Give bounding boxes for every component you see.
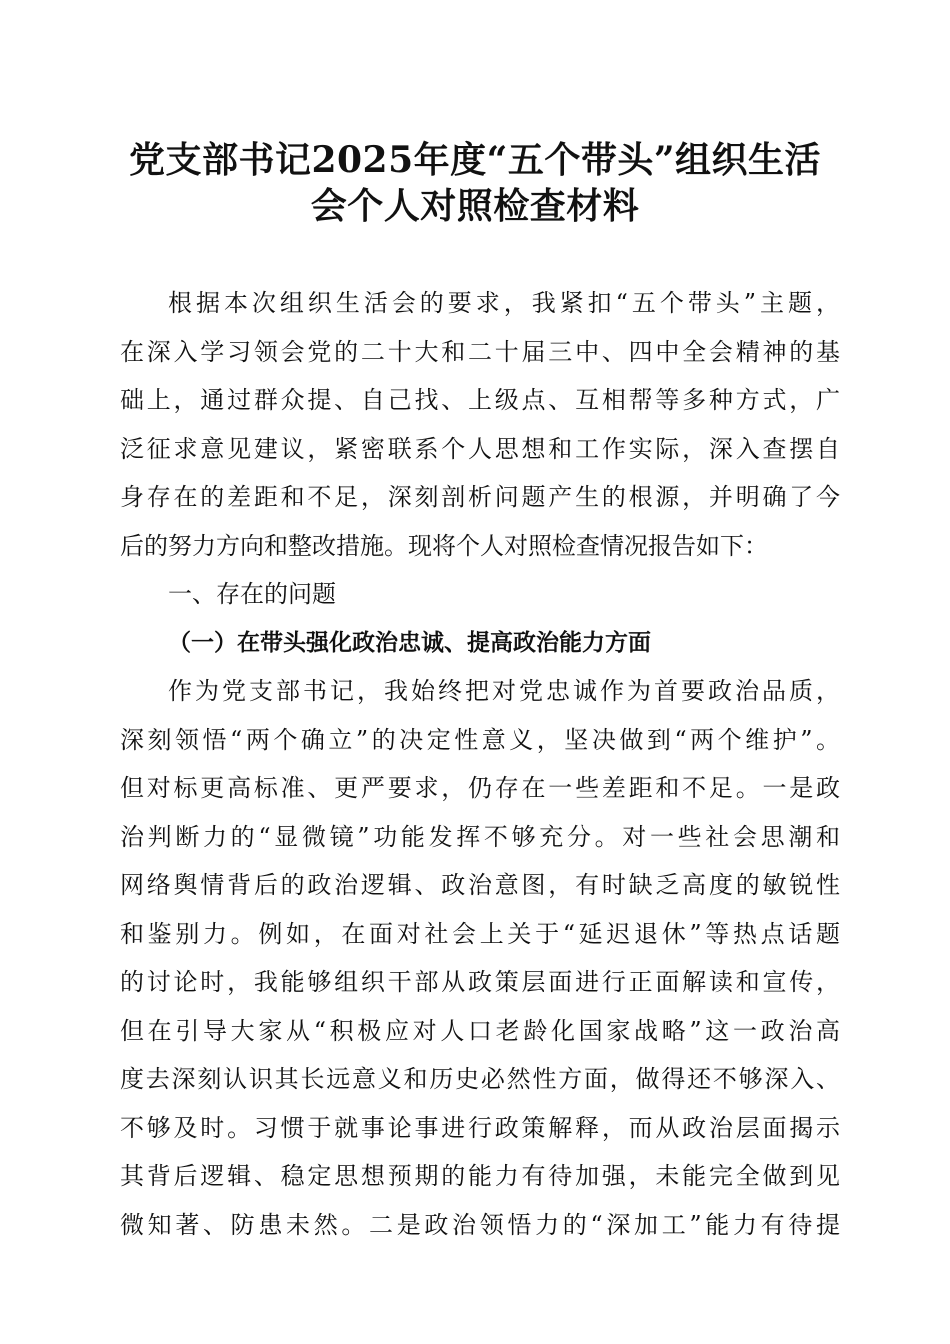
- intro-line: 础上，通过群众提、自己找、上级点、互相帮等多种方式，广: [120, 386, 840, 414]
- intro-line: 身存在的差距和不足，深刻剖析问题产生的根源，并明确了今: [120, 483, 840, 511]
- paragraph-line: 微知著、防患未然。二是政治领悟力的“深加工”能力有待提: [120, 1210, 840, 1239]
- paragraph-line: 治判断力的“显微镜”功能发挥不够充分。对一些社会思潮和: [120, 822, 840, 851]
- paragraph-line: 但在引导大家从“积极应对人口老龄化国家战略”这一政治高: [120, 1016, 840, 1045]
- paragraph-line: 度去深刻认识其长远意义和历史必然性方面，做得还不够深入、: [120, 1065, 840, 1093]
- intro-line: 后的努力方向和整改措施。现将个人对照检查情况报告如下：: [120, 531, 768, 560]
- paragraph-line: 不够及时。习惯于就事论事进行政策解释，而从政治层面揭示: [120, 1113, 840, 1142]
- document-body: [120, 279, 840, 1249]
- document-title-line-2: 会个人对照检查材料: [310, 185, 640, 227]
- paragraph-line: 和鉴别力。例如，在面对社会上关于“延迟退休”等热点话题: [120, 919, 840, 948]
- intro-line: 根据本次组织生活会的要求，我紧扣“五个带头”主题，: [168, 289, 840, 317]
- paragraph-line: 其背后逻辑、稳定思想预期的能力有待加强，未能完全做到见: [120, 1162, 840, 1190]
- paragraph-line: 网络舆情背后的政治逻辑、政治意图，有时缺乏高度的敏锐性: [120, 871, 840, 899]
- intro-line: 泛征求意见建议，紧密联系个人思想和工作实际，深入查摆自: [120, 434, 840, 463]
- paragraph-line: 但对标更高标准、更严要求，仍存在一些差距和不足。一是政: [120, 774, 840, 802]
- intro-line: 在深入学习领会党的二十大和二十届三中、四中全会精神的基: [120, 337, 840, 366]
- paragraph-line: 深刻领悟“两个确立”的决定性意义，坚决做到“两个维护”。: [120, 725, 840, 754]
- paragraph-line: 作为党支部书记，我始终把对党忠诚作为首要政治品质，: [168, 677, 840, 705]
- paragraph-line: 的讨论时，我能够组织干部从政策层面进行正面解读和宣传，: [120, 968, 840, 996]
- subsection-heading: （一）在带头强化政治忠诚、提高政治能力方面: [168, 629, 651, 656]
- section-heading: 一、存在的问题: [168, 580, 336, 608]
- document-title-line-1: 党支部书记2025年度“五个带头”组织生活: [128, 139, 822, 181]
